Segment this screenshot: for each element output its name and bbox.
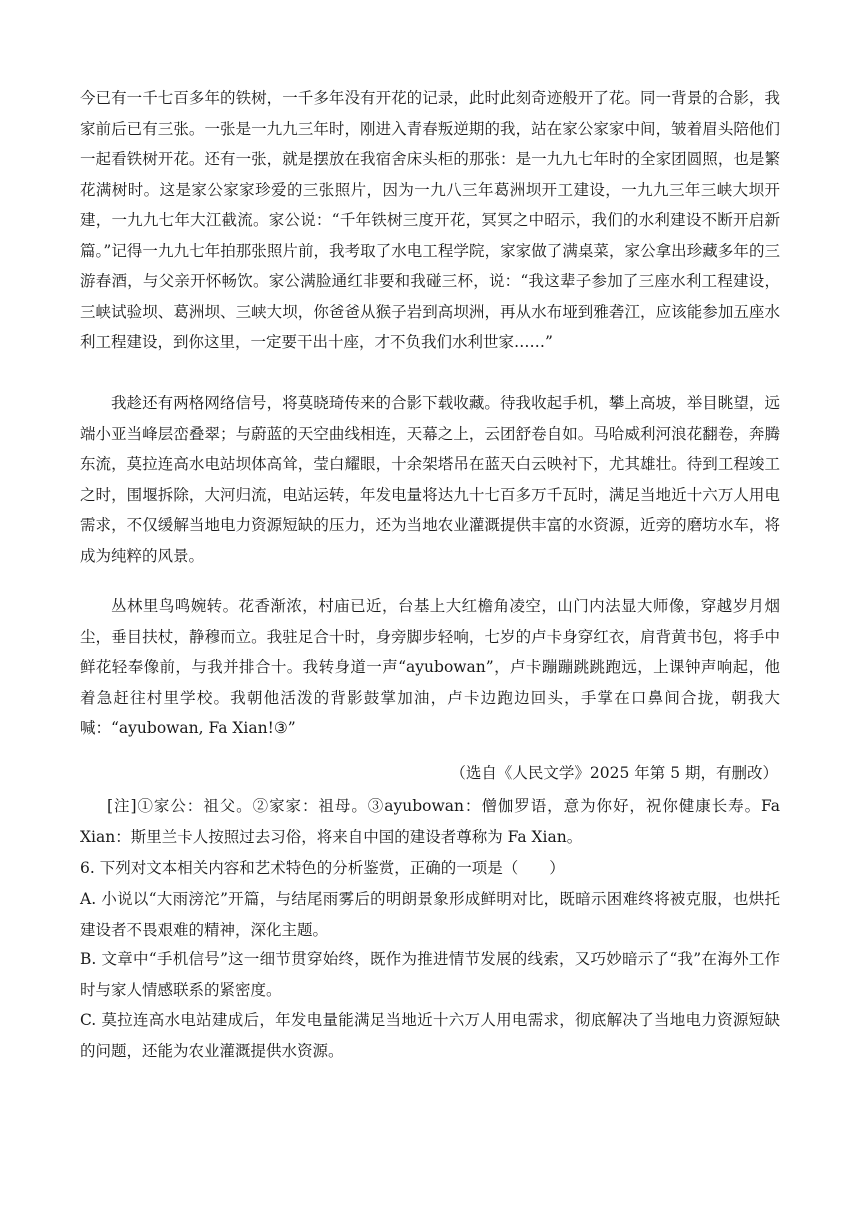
- option-b: B. 文章中“手机信号”这一细节贯穿始终，既作为推进情节发展的线索，又巧妙暗示了“我”在海外工作时与家人情感联系的紧密度。: [80, 950, 780, 999]
- article-paragraph-1: 今已有一千七百多年的铁树，一千多年没有开花的记录，此时此刻奇迹般开了花。同一背景的合影，我家前后已有三张。一张是一九九三年时，刚进入青春叛逆期的我，站在家公家家中间，皱着眉头陪他们一起看铁树开花。还有一张，就是摆放在我宿舍床头柜的那张：是一九九七年时的全家团圆照，也是繁花满树时。这是家公家家珍爱的三张照片，因为一九八三年葛洲坝开工建设，一九九三年三峡大坝开建，一九九七年大江截流。家公说：“千年铁树三度开花，冥冥之中昭示，我们的水利建设不断开启新篇。”记得一九九七年拍那张照片前，我考取了水电工程学院，家家做了满桌菜，家公拿出珍藏多年的三游春酒，与父亲开怀畅饮。家公满脸通红非要和我碰三杯，说：“我这辈子参加了三座水利工程建设，三峡试验坝、葛洲坝、三峡大坝，你爸爸从猴子岩到高坝洲，再从水布垭到雅砻江，应该能参加五座水利工程建设，到你这里，一定要干出十座，才不负我们水利世家……”: [80, 89, 780, 351]
- article-paragraph-3: 丛林里鸟鸣婉转。花香渐浓，村庙已近，台基上大红檐角凌空，山门内法显大师像，穿越岁月烟尘，垂目扶杖，静穆而立。我驻足合十时，身旁脚步轻响，七岁的卢卡身穿红衣，肩背黄书包，将手中鲜花轻奉像前，与我并排合十。我转身道一声“ayubowan”，卢卡蹦蹦跳跳跑远，上课钟声响起，他着急赶往村里学校。我朝他活泼的背影鼓掌加油，卢卡边跑边回头，手掌在口鼻间合拢，朝我大喊：“ayubowan, Fa Xian!③”: [80, 597, 780, 737]
- question-stem: 6. 下列对文本相关内容和艺术特色的分析鉴赏，正确的一项是（ ）: [80, 859, 565, 877]
- source-citation: （选自《人民文学》2025 年第 5 期，有删改）: [450, 764, 778, 782]
- article-paragraph-2: 我趁还有两格网络信号，将莫晓琦传来的合影下载收藏。待我收起手机，攀上高坡，举目眺望，远端小亚当峰层峦叠翠；与蔚蓝的天空曲线相连，天幕之上，云团舒卷自如。马哈威利河浪花翻卷，奔腾东流，莫拉连高水电站坝体高耸，莹白耀眼，十余架塔吊在蓝天白云映衬下，尤其雄壮。待到工程竣工之时，围堰拆除，大河归流，电站运转，年发电量将达九十七百多万千瓦时，满足当地近十六万人用电需求，不仅缓解当地电力资源短缺的压力，还为当地农业灌溉提供丰富的水资源，近旁的磨坊水车，将成为纯粹的风景。: [80, 394, 780, 565]
- option-c: C. 莫拉连高水电站建成后，年发电量能满足当地近十六万人用电需求，彻底解决了当地电力资源短缺的问题，还能为农业灌溉提供水资源。: [80, 1011, 780, 1060]
- option-a: A. 小说以“大雨滂沱”开篇，与结尾雨雾后的明朗景象形成鲜明对比，既暗示困难终将被克服，也烘托建设者不畏艰难的精神，深化主题。: [80, 890, 780, 939]
- footnote: [注]①家公：祖父。②家家：祖母。③ayubowan：僧伽罗语，意为你好，祝你健康长寿。Fa Xian：斯里兰卡人按照过去习俗，将来自中国的建设者尊称为 Fa Xian。: [80, 797, 780, 846]
